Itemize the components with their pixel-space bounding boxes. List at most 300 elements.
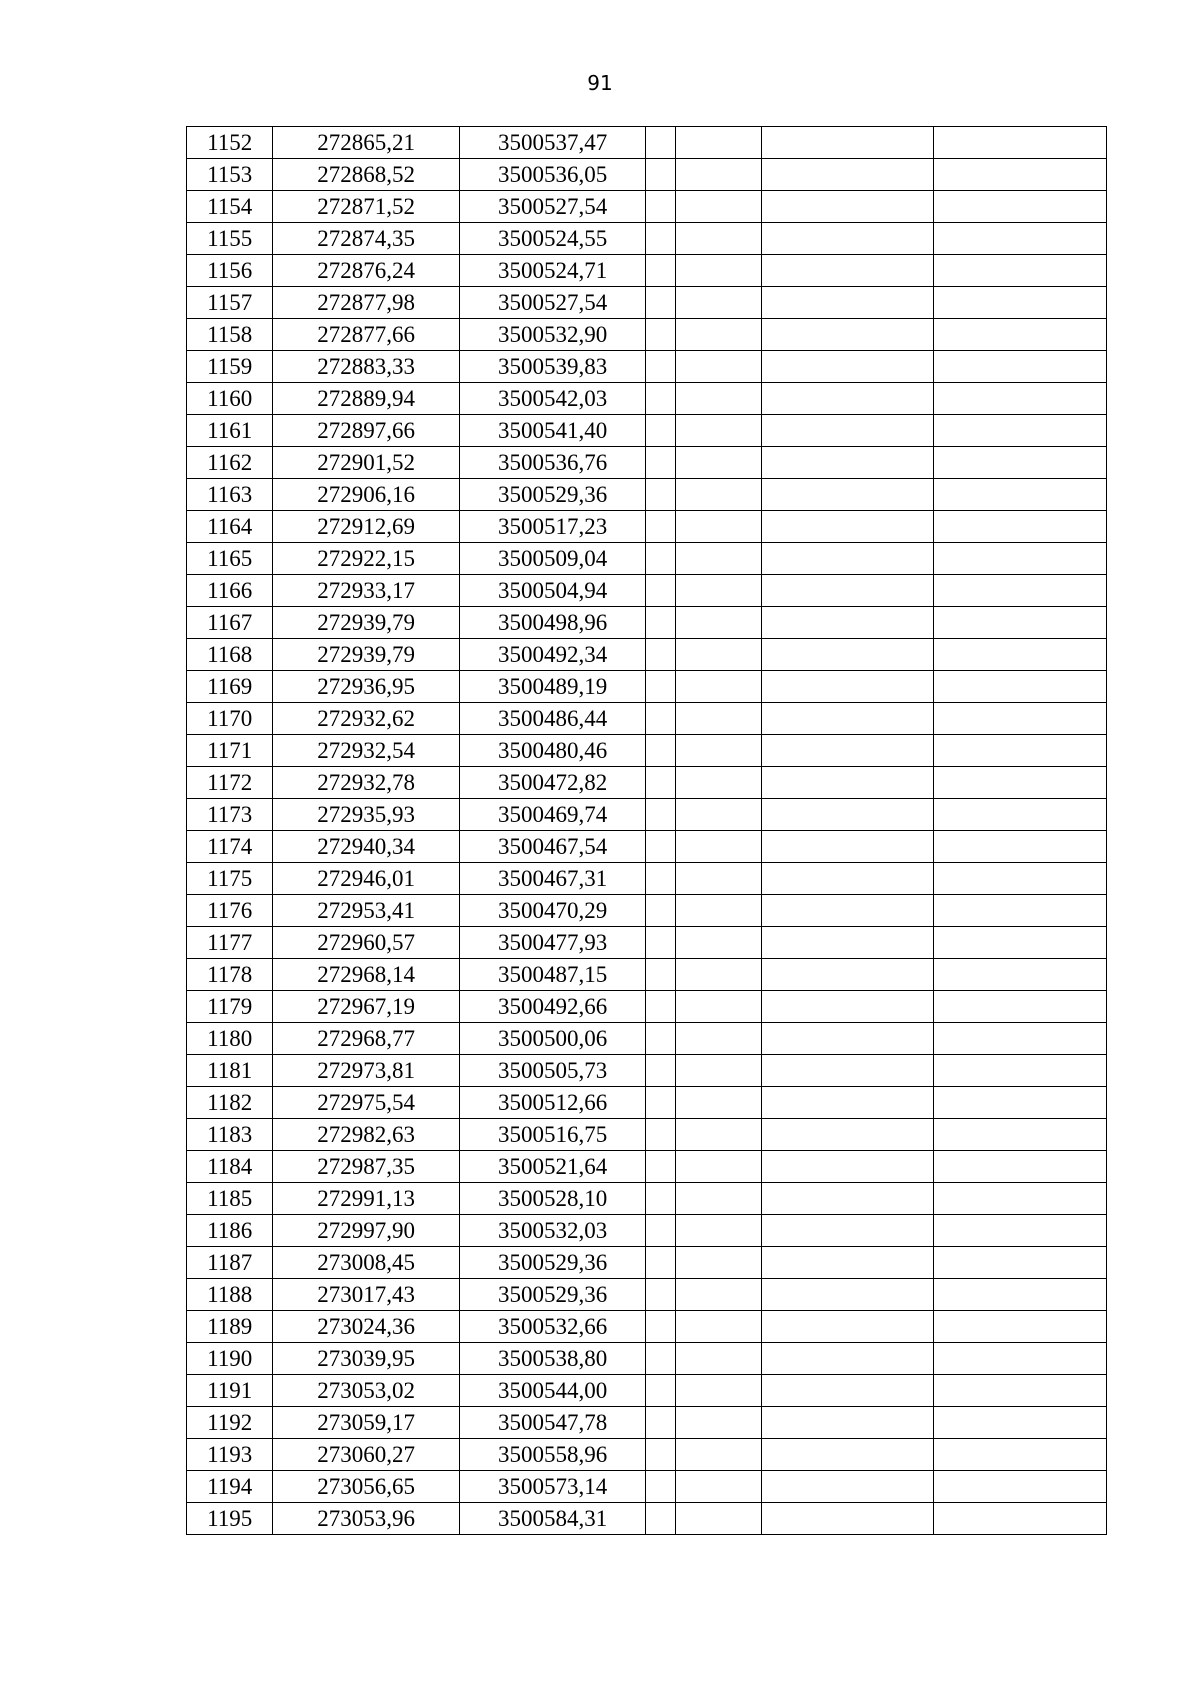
x-coordinate-cell: 273017,43 [273,1279,460,1311]
point-number-cell: 1170 [187,703,273,735]
table-row [187,319,1107,351]
empty-cell [675,863,761,895]
point-number-cell: 1177 [187,927,273,959]
y-coordinate-cell: 3500467,31 [459,863,646,895]
x-coordinate-cell: 272939,79 [273,639,460,671]
x-coordinate-cell: 272883,33 [273,351,460,383]
point-number-cell: 1189 [187,1311,273,1343]
x-coordinate-cell: 272968,77 [273,1023,460,1055]
table-row [187,479,1107,511]
y-coordinate-cell: 3500529,36 [459,1279,646,1311]
empty-cell [934,415,1107,447]
empty-cell [934,1279,1107,1311]
empty-cell [646,863,675,895]
empty-cell [761,1119,934,1151]
empty-cell [675,703,761,735]
empty-cell [761,895,934,927]
empty-cell [761,543,934,575]
x-coordinate-cell: 273024,36 [273,1311,460,1343]
empty-cell [934,1183,1107,1215]
point-number-cell: 1195 [187,1503,273,1535]
table-row [187,1439,1107,1471]
point-number-cell: 1188 [187,1279,273,1311]
empty-cell [761,1151,934,1183]
empty-cell [761,319,934,351]
point-number-cell: 1171 [187,735,273,767]
empty-cell [646,767,675,799]
point-number-cell: 1179 [187,991,273,1023]
empty-cell [761,1279,934,1311]
y-coordinate-cell: 3500504,94 [459,575,646,607]
x-coordinate-cell: 273039,95 [273,1343,460,1375]
table-row [187,1279,1107,1311]
x-coordinate-cell: 272912,69 [273,511,460,543]
table-body [187,127,1107,1535]
point-number-cell: 1161 [187,415,273,447]
empty-cell [646,1279,675,1311]
empty-cell [675,831,761,863]
point-number-cell: 1167 [187,607,273,639]
y-coordinate-cell: 3500542,03 [459,383,646,415]
empty-cell [934,159,1107,191]
x-coordinate-cell: 272922,15 [273,543,460,575]
table-row [187,1215,1107,1247]
table-row [187,767,1107,799]
table-row [187,799,1107,831]
empty-cell [934,287,1107,319]
empty-cell [646,511,675,543]
empty-cell [646,895,675,927]
empty-cell [934,1055,1107,1087]
point-number-cell: 1181 [187,1055,273,1087]
y-coordinate-cell: 3500486,44 [459,703,646,735]
table-row [187,1151,1107,1183]
table-row [187,415,1107,447]
y-coordinate-cell: 3500517,23 [459,511,646,543]
table-row [187,159,1107,191]
table-row [187,191,1107,223]
table-row [187,575,1107,607]
y-coordinate-cell: 3500532,66 [459,1311,646,1343]
empty-cell [934,1407,1107,1439]
point-number-cell: 1164 [187,511,273,543]
y-coordinate-cell: 3500538,80 [459,1343,646,1375]
empty-cell [934,1023,1107,1055]
empty-cell [675,895,761,927]
empty-cell [934,703,1107,735]
y-coordinate-cell: 3500469,74 [459,799,646,831]
empty-cell [646,927,675,959]
empty-cell [761,575,934,607]
point-number-cell: 1155 [187,223,273,255]
x-coordinate-cell: 272960,57 [273,927,460,959]
y-coordinate-cell: 3500472,82 [459,767,646,799]
table-row [187,991,1107,1023]
table-row [187,1023,1107,1055]
empty-cell [675,575,761,607]
coordinates-table [186,126,1107,1535]
empty-cell [675,1183,761,1215]
y-coordinate-cell: 3500536,05 [459,159,646,191]
table-row [187,383,1107,415]
table-row [187,671,1107,703]
empty-cell [675,1119,761,1151]
empty-cell [761,287,934,319]
empty-cell [646,831,675,863]
table-row [187,1311,1107,1343]
table-row [187,1407,1107,1439]
x-coordinate-cell: 272933,17 [273,575,460,607]
point-number-cell: 1174 [187,831,273,863]
empty-cell [646,351,675,383]
x-coordinate-cell: 272987,35 [273,1151,460,1183]
table-row [187,1087,1107,1119]
y-coordinate-cell: 3500532,90 [459,319,646,351]
empty-cell [675,927,761,959]
empty-cell [934,799,1107,831]
empty-cell [934,447,1107,479]
x-coordinate-cell: 272991,13 [273,1183,460,1215]
empty-cell [761,831,934,863]
empty-cell [761,351,934,383]
empty-cell [675,191,761,223]
empty-cell [934,671,1107,703]
x-coordinate-cell: 272975,54 [273,1087,460,1119]
empty-cell [934,191,1107,223]
empty-cell [675,351,761,383]
empty-cell [646,287,675,319]
table-row [187,703,1107,735]
empty-cell [646,415,675,447]
empty-cell [675,767,761,799]
empty-cell [646,1471,675,1503]
empty-cell [934,927,1107,959]
x-coordinate-cell: 273008,45 [273,1247,460,1279]
point-number-cell: 1158 [187,319,273,351]
empty-cell [934,511,1107,543]
empty-cell [646,639,675,671]
empty-cell [646,1087,675,1119]
empty-cell [675,223,761,255]
empty-cell [646,735,675,767]
table-row [187,607,1107,639]
x-coordinate-cell: 272871,52 [273,191,460,223]
y-coordinate-cell: 3500529,36 [459,479,646,511]
y-coordinate-cell: 3500516,75 [459,1119,646,1151]
empty-cell [934,1375,1107,1407]
empty-cell [675,799,761,831]
point-number-cell: 1180 [187,1023,273,1055]
empty-cell [761,1439,934,1471]
y-coordinate-cell: 3500480,46 [459,735,646,767]
x-coordinate-cell: 272967,19 [273,991,460,1023]
empty-cell [646,1439,675,1471]
point-number-cell: 1190 [187,1343,273,1375]
point-number-cell: 1185 [187,1183,273,1215]
empty-cell [761,1343,934,1375]
empty-cell [934,1343,1107,1375]
x-coordinate-cell: 273053,96 [273,1503,460,1535]
empty-cell [761,447,934,479]
empty-cell [934,543,1107,575]
empty-cell [675,959,761,991]
empty-cell [761,1215,934,1247]
table-row [187,1471,1107,1503]
table-row [187,639,1107,671]
y-coordinate-cell: 3500487,15 [459,959,646,991]
point-number-cell: 1163 [187,479,273,511]
x-coordinate-cell: 272953,41 [273,895,460,927]
empty-cell [761,159,934,191]
table-row [187,959,1107,991]
empty-cell [675,1215,761,1247]
empty-cell [761,1087,934,1119]
empty-cell [675,1279,761,1311]
empty-cell [675,1247,761,1279]
empty-cell [675,1311,761,1343]
empty-cell [646,575,675,607]
empty-cell [646,1503,675,1535]
point-number-cell: 1168 [187,639,273,671]
empty-cell [934,607,1107,639]
empty-cell [675,639,761,671]
empty-cell [761,863,934,895]
y-coordinate-cell: 3500529,36 [459,1247,646,1279]
empty-cell [934,1119,1107,1151]
empty-cell [761,927,934,959]
empty-cell [646,1119,675,1151]
empty-cell [675,127,761,159]
empty-cell [934,383,1107,415]
table-row [187,863,1107,895]
empty-cell [675,1407,761,1439]
y-coordinate-cell: 3500470,29 [459,895,646,927]
empty-cell [675,1375,761,1407]
empty-cell [675,383,761,415]
empty-cell [934,223,1107,255]
x-coordinate-cell: 272865,21 [273,127,460,159]
table-row [187,927,1107,959]
empty-cell [934,1471,1107,1503]
x-coordinate-cell: 273060,27 [273,1439,460,1471]
table-row [187,1119,1107,1151]
y-coordinate-cell: 3500537,47 [459,127,646,159]
empty-cell [934,575,1107,607]
empty-cell [646,447,675,479]
empty-cell [761,671,934,703]
x-coordinate-cell: 272874,35 [273,223,460,255]
empty-cell [761,1503,934,1535]
empty-cell [646,159,675,191]
empty-cell [761,1023,934,1055]
empty-cell [646,1055,675,1087]
point-number-cell: 1166 [187,575,273,607]
empty-cell [675,415,761,447]
empty-cell [761,735,934,767]
empty-cell [646,991,675,1023]
x-coordinate-cell: 273059,17 [273,1407,460,1439]
empty-cell [675,511,761,543]
empty-cell [934,255,1107,287]
empty-cell [646,255,675,287]
empty-cell [934,767,1107,799]
empty-cell [761,767,934,799]
empty-cell [646,607,675,639]
table-row [187,1247,1107,1279]
empty-cell [761,1407,934,1439]
empty-cell [646,959,675,991]
point-number-cell: 1192 [187,1407,273,1439]
y-coordinate-cell: 3500521,64 [459,1151,646,1183]
y-coordinate-cell: 3500528,10 [459,1183,646,1215]
empty-cell [675,1503,761,1535]
x-coordinate-cell: 272876,24 [273,255,460,287]
point-number-cell: 1153 [187,159,273,191]
point-number-cell: 1159 [187,351,273,383]
x-coordinate-cell: 272932,54 [273,735,460,767]
point-number-cell: 1193 [187,1439,273,1471]
empty-cell [761,1247,934,1279]
empty-cell [675,543,761,575]
empty-cell [646,1375,675,1407]
x-coordinate-cell: 272889,94 [273,383,460,415]
empty-cell [934,735,1107,767]
point-number-cell: 1157 [187,287,273,319]
empty-cell [761,511,934,543]
x-coordinate-cell: 272868,52 [273,159,460,191]
empty-cell [646,1215,675,1247]
point-number-cell: 1194 [187,1471,273,1503]
empty-cell [934,319,1107,351]
x-coordinate-cell: 272936,95 [273,671,460,703]
table-row [187,287,1107,319]
table-row [187,1343,1107,1375]
empty-cell [646,543,675,575]
y-coordinate-cell: 3500512,66 [459,1087,646,1119]
x-coordinate-cell: 272968,14 [273,959,460,991]
y-coordinate-cell: 3500573,14 [459,1471,646,1503]
empty-cell [646,1247,675,1279]
y-coordinate-cell: 3500547,78 [459,1407,646,1439]
empty-cell [646,1023,675,1055]
x-coordinate-cell: 272932,78 [273,767,460,799]
empty-cell [675,319,761,351]
y-coordinate-cell: 3500498,96 [459,607,646,639]
empty-cell [761,639,934,671]
point-number-cell: 1172 [187,767,273,799]
empty-cell [675,671,761,703]
y-coordinate-cell: 3500541,40 [459,415,646,447]
y-coordinate-cell: 3500500,06 [459,1023,646,1055]
x-coordinate-cell: 272982,63 [273,1119,460,1151]
x-coordinate-cell: 272877,66 [273,319,460,351]
x-coordinate-cell: 272897,66 [273,415,460,447]
empty-cell [675,447,761,479]
y-coordinate-cell: 3500536,76 [459,447,646,479]
table-row [187,127,1107,159]
empty-cell [934,1311,1107,1343]
empty-cell [675,255,761,287]
point-number-cell: 1160 [187,383,273,415]
x-coordinate-cell: 273056,65 [273,1471,460,1503]
empty-cell [934,479,1107,511]
empty-cell [675,1151,761,1183]
y-coordinate-cell: 3500527,54 [459,191,646,223]
x-coordinate-cell: 272946,01 [273,863,460,895]
empty-cell [934,127,1107,159]
empty-cell [646,671,675,703]
table-row [187,735,1107,767]
table-row [187,543,1107,575]
point-number-cell: 1178 [187,959,273,991]
empty-cell [761,415,934,447]
empty-cell [646,1151,675,1183]
y-coordinate-cell: 3500532,03 [459,1215,646,1247]
page-number: 91 [587,71,613,95]
empty-cell [675,991,761,1023]
x-coordinate-cell: 272940,34 [273,831,460,863]
x-coordinate-cell: 272932,62 [273,703,460,735]
table-row [187,447,1107,479]
table-row [187,1503,1107,1535]
empty-cell [646,1407,675,1439]
empty-cell [675,1055,761,1087]
empty-cell [761,223,934,255]
empty-cell [675,1087,761,1119]
point-number-cell: 1182 [187,1087,273,1119]
y-coordinate-cell: 3500539,83 [459,351,646,383]
table-row [187,831,1107,863]
y-coordinate-cell: 3500524,55 [459,223,646,255]
point-number-cell: 1183 [187,1119,273,1151]
y-coordinate-cell: 3500489,19 [459,671,646,703]
empty-cell [934,1247,1107,1279]
empty-cell [675,1439,761,1471]
x-coordinate-cell: 272906,16 [273,479,460,511]
x-coordinate-cell: 272935,93 [273,799,460,831]
empty-cell [761,1183,934,1215]
empty-cell [646,319,675,351]
empty-cell [646,383,675,415]
x-coordinate-cell: 272939,79 [273,607,460,639]
point-number-cell: 1154 [187,191,273,223]
empty-cell [934,863,1107,895]
empty-cell [934,639,1107,671]
point-number-cell: 1176 [187,895,273,927]
empty-cell [934,991,1107,1023]
empty-cell [761,799,934,831]
table-row [187,351,1107,383]
y-coordinate-cell: 3500544,00 [459,1375,646,1407]
empty-cell [761,1471,934,1503]
y-coordinate-cell: 3500492,34 [459,639,646,671]
empty-cell [761,127,934,159]
empty-cell [646,1343,675,1375]
empty-cell [934,1215,1107,1247]
empty-cell [646,191,675,223]
empty-cell [934,1503,1107,1535]
y-coordinate-cell: 3500492,66 [459,991,646,1023]
y-coordinate-cell: 3500477,93 [459,927,646,959]
empty-cell [646,127,675,159]
table-row [187,511,1107,543]
empty-cell [761,383,934,415]
empty-cell [646,799,675,831]
point-number-cell: 1162 [187,447,273,479]
empty-cell [761,1055,934,1087]
x-coordinate-cell: 272997,90 [273,1215,460,1247]
y-coordinate-cell: 3500505,73 [459,1055,646,1087]
